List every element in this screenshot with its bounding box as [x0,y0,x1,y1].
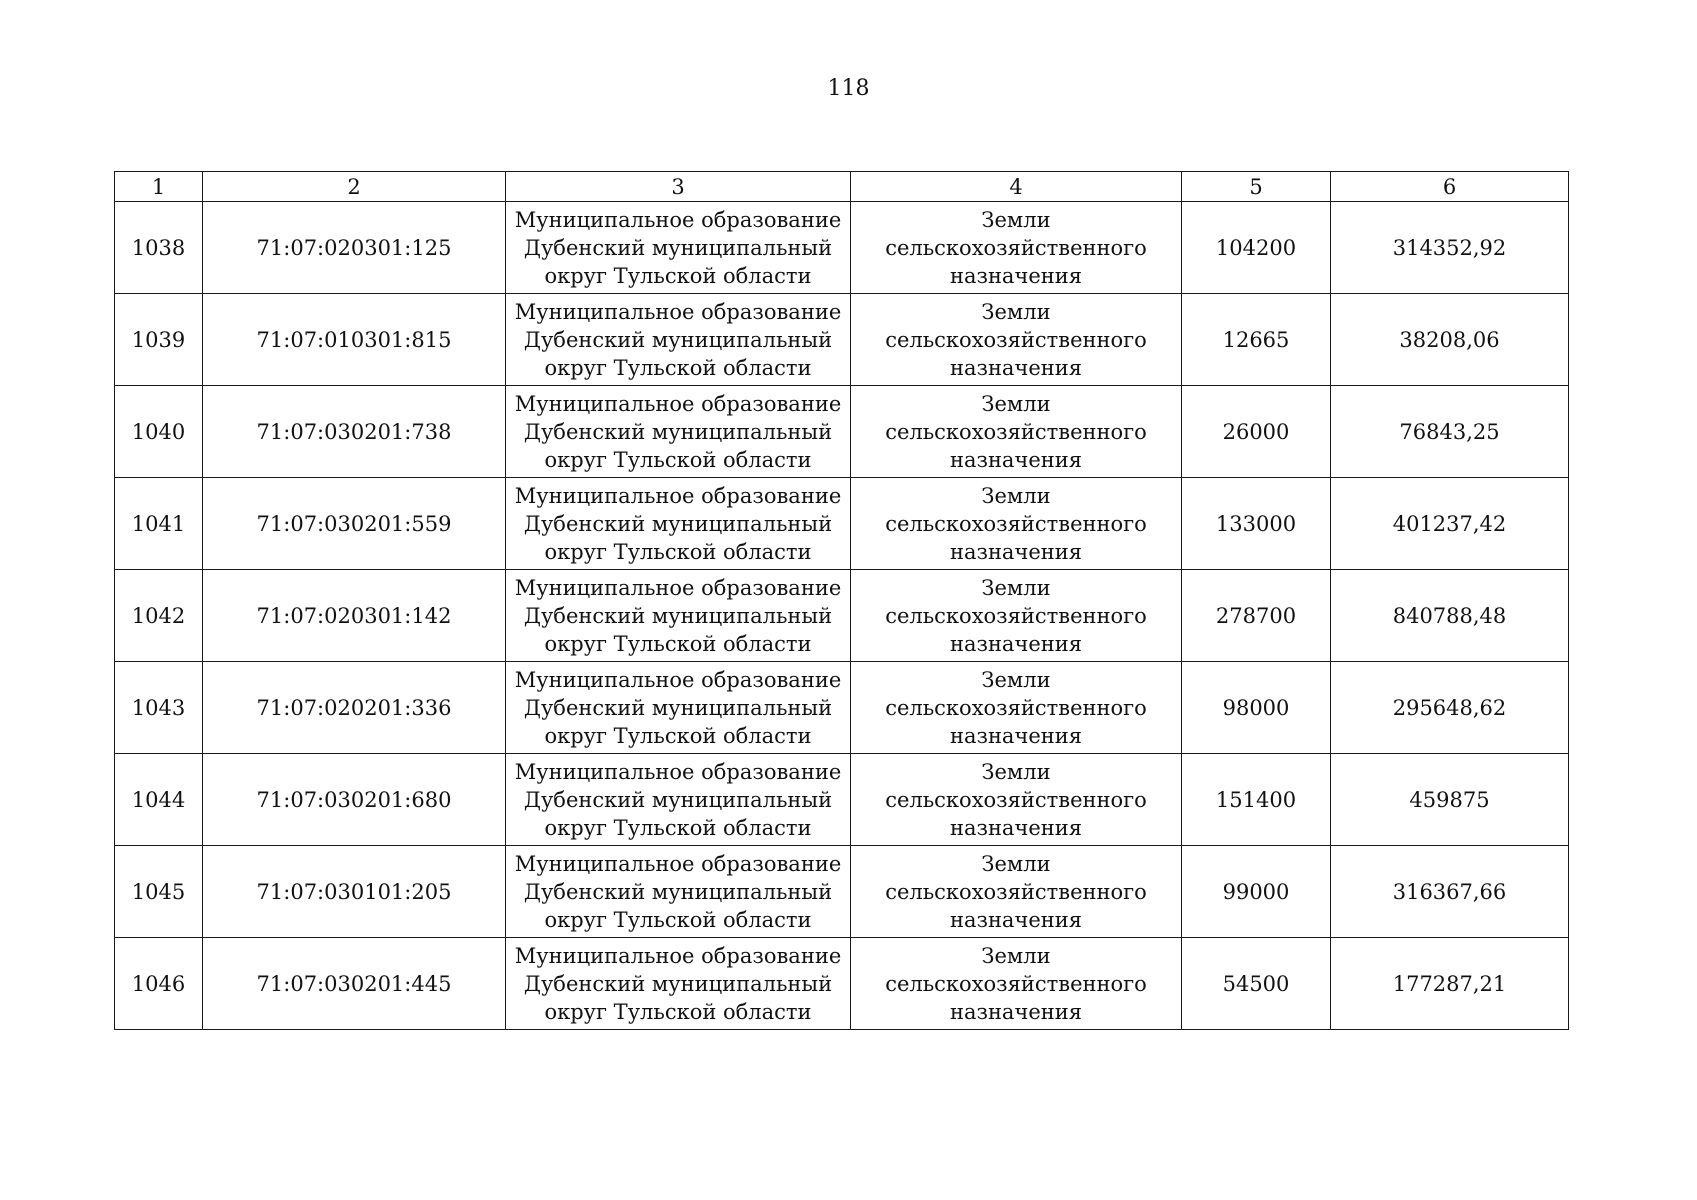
owner: Муниципальное образование Дубенский муниципальный округ Тульской области [506,754,851,846]
land-category: Земли сельскохозяйственного назначения [851,662,1182,754]
cadastral-value: 401237,42 [1331,478,1569,570]
row-number: 1038 [115,202,203,294]
area: 104200 [1182,202,1331,294]
column-header-6: 6 [1331,172,1569,202]
area: 133000 [1182,478,1331,570]
land-category: Земли сельскохозяйственного назначения [851,846,1182,938]
table-body [115,202,1569,1030]
row-number: 1042 [115,570,203,662]
row-number: 1043 [115,662,203,754]
column-header-2: 2 [203,172,506,202]
area: 26000 [1182,386,1331,478]
column-header-1: 1 [115,172,203,202]
land-category: Земли сельскохозяйственного назначения [851,938,1182,1030]
cadastral-value: 840788,48 [1331,570,1569,662]
row-number: 1045 [115,846,203,938]
area: 99000 [1182,846,1331,938]
cadastral-number: 71:07:030201:445 [203,938,506,1030]
cadastral-number: 71:07:030201:738 [203,386,506,478]
cadastral-number: 71:07:020201:336 [203,662,506,754]
land-registry-table [114,171,1569,1030]
area: 278700 [1182,570,1331,662]
cadastral-value: 177287,21 [1331,938,1569,1030]
land-category: Земли сельскохозяйственного назначения [851,478,1182,570]
owner: Муниципальное образование Дубенский муниципальный округ Тульской области [506,938,851,1030]
area: 151400 [1182,754,1331,846]
row-number: 1039 [115,294,203,386]
column-header-4: 4 [851,172,1182,202]
column-header-3: 3 [506,172,851,202]
cadastral-value: 314352,92 [1331,202,1569,294]
cadastral-value: 76843,25 [1331,386,1569,478]
land-category: Земли сельскохозяйственного назначения [851,754,1182,846]
table-header [115,172,1569,202]
table-row [115,846,1569,938]
land-category: Земли сельскохозяйственного назначения [851,570,1182,662]
table-row [115,570,1569,662]
row-number: 1041 [115,478,203,570]
table-row [115,478,1569,570]
table-row [115,662,1569,754]
cadastral-value: 38208,06 [1331,294,1569,386]
cadastral-number: 71:07:030201:559 [203,478,506,570]
land-category: Земли сельскохозяйственного назначения [851,294,1182,386]
table-row [115,754,1569,846]
row-number: 1040 [115,386,203,478]
table-row [115,294,1569,386]
cadastral-value: 316367,66 [1331,846,1569,938]
owner: Муниципальное образование Дубенский муниципальный округ Тульской области [506,662,851,754]
owner: Муниципальное образование Дубенский муниципальный округ Тульской области [506,478,851,570]
table-row [115,938,1569,1030]
owner: Муниципальное образование Дубенский муниципальный округ Тульской области [506,294,851,386]
table-row [115,202,1569,294]
land-category: Земли сельскохозяйственного назначения [851,386,1182,478]
page-number: 118 [827,76,870,101]
column-header-5: 5 [1182,172,1331,202]
cadastral-number: 71:07:020301:142 [203,570,506,662]
cadastral-number: 71:07:030201:680 [203,754,506,846]
owner: Муниципальное образование Дубенский муниципальный округ Тульской области [506,570,851,662]
table-row [115,386,1569,478]
owner: Муниципальное образование Дубенский муниципальный округ Тульской области [506,202,851,294]
header-row [115,172,1569,202]
owner: Муниципальное образование Дубенский муниципальный округ Тульской области [506,846,851,938]
cadastral-number: 71:07:020301:125 [203,202,506,294]
area: 54500 [1182,938,1331,1030]
owner: Муниципальное образование Дубенский муниципальный округ Тульской области [506,386,851,478]
cadastral-number: 71:07:030101:205 [203,846,506,938]
land-category: Земли сельскохозяйственного назначения [851,202,1182,294]
cadastral-value: 295648,62 [1331,662,1569,754]
row-number: 1046 [115,938,203,1030]
cadastral-value: 459875 [1331,754,1569,846]
area: 98000 [1182,662,1331,754]
row-number: 1044 [115,754,203,846]
area: 12665 [1182,294,1331,386]
cadastral-number: 71:07:010301:815 [203,294,506,386]
